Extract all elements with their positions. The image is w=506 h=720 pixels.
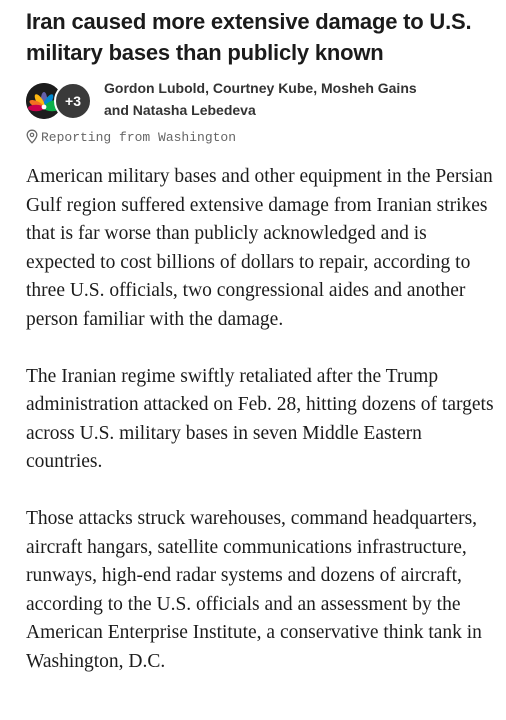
article-headline: Iran caused more extensive damage to U.S. military bases than publicly known	[26, 9, 472, 65]
authors-line-2[interactable]: and Natasha Lebedeva	[104, 102, 256, 118]
location-pin-icon	[26, 129, 38, 151]
dateline	[26, 128, 236, 148]
body-paragraph-2: The Iranian regime swiftly retaliated after the Trump administration attacked on Feb. 28, hitting dozens of targets across U.S. military bases in seven Middle Eastern countries.	[26, 365, 494, 473]
article-body	[26, 163, 498, 705]
authors-line-1[interactable]: Gordon Lubold, Courtney Kube, Mosheh Gains	[104, 80, 417, 96]
body-paragraph-1: American military bases and other equipment in the Persian Gulf region suffered extensive damage from Iranian strikes that is far worse than publicly acknowledged and is expected to cost billions of dollars to repair, according to three U.S. officials, two congressional aides and another person familiar with the damage.	[26, 166, 493, 330]
dateline-text: Reporting from Washington	[41, 130, 237, 145]
more-authors-badge[interactable]: +3	[54, 82, 92, 120]
author-list[interactable]	[104, 77, 484, 121]
byline	[26, 77, 496, 125]
body-paragraph-3: Those attacks struck warehouses, command headquarters, aircraft hangars, satellite communications infrastructure, runways, high-end radar systems and dozens of aircraft, according to the U.S. officials and an assessment by the American Enterprise Institute, a conservative think tank in Washington, D.C.	[26, 507, 482, 672]
